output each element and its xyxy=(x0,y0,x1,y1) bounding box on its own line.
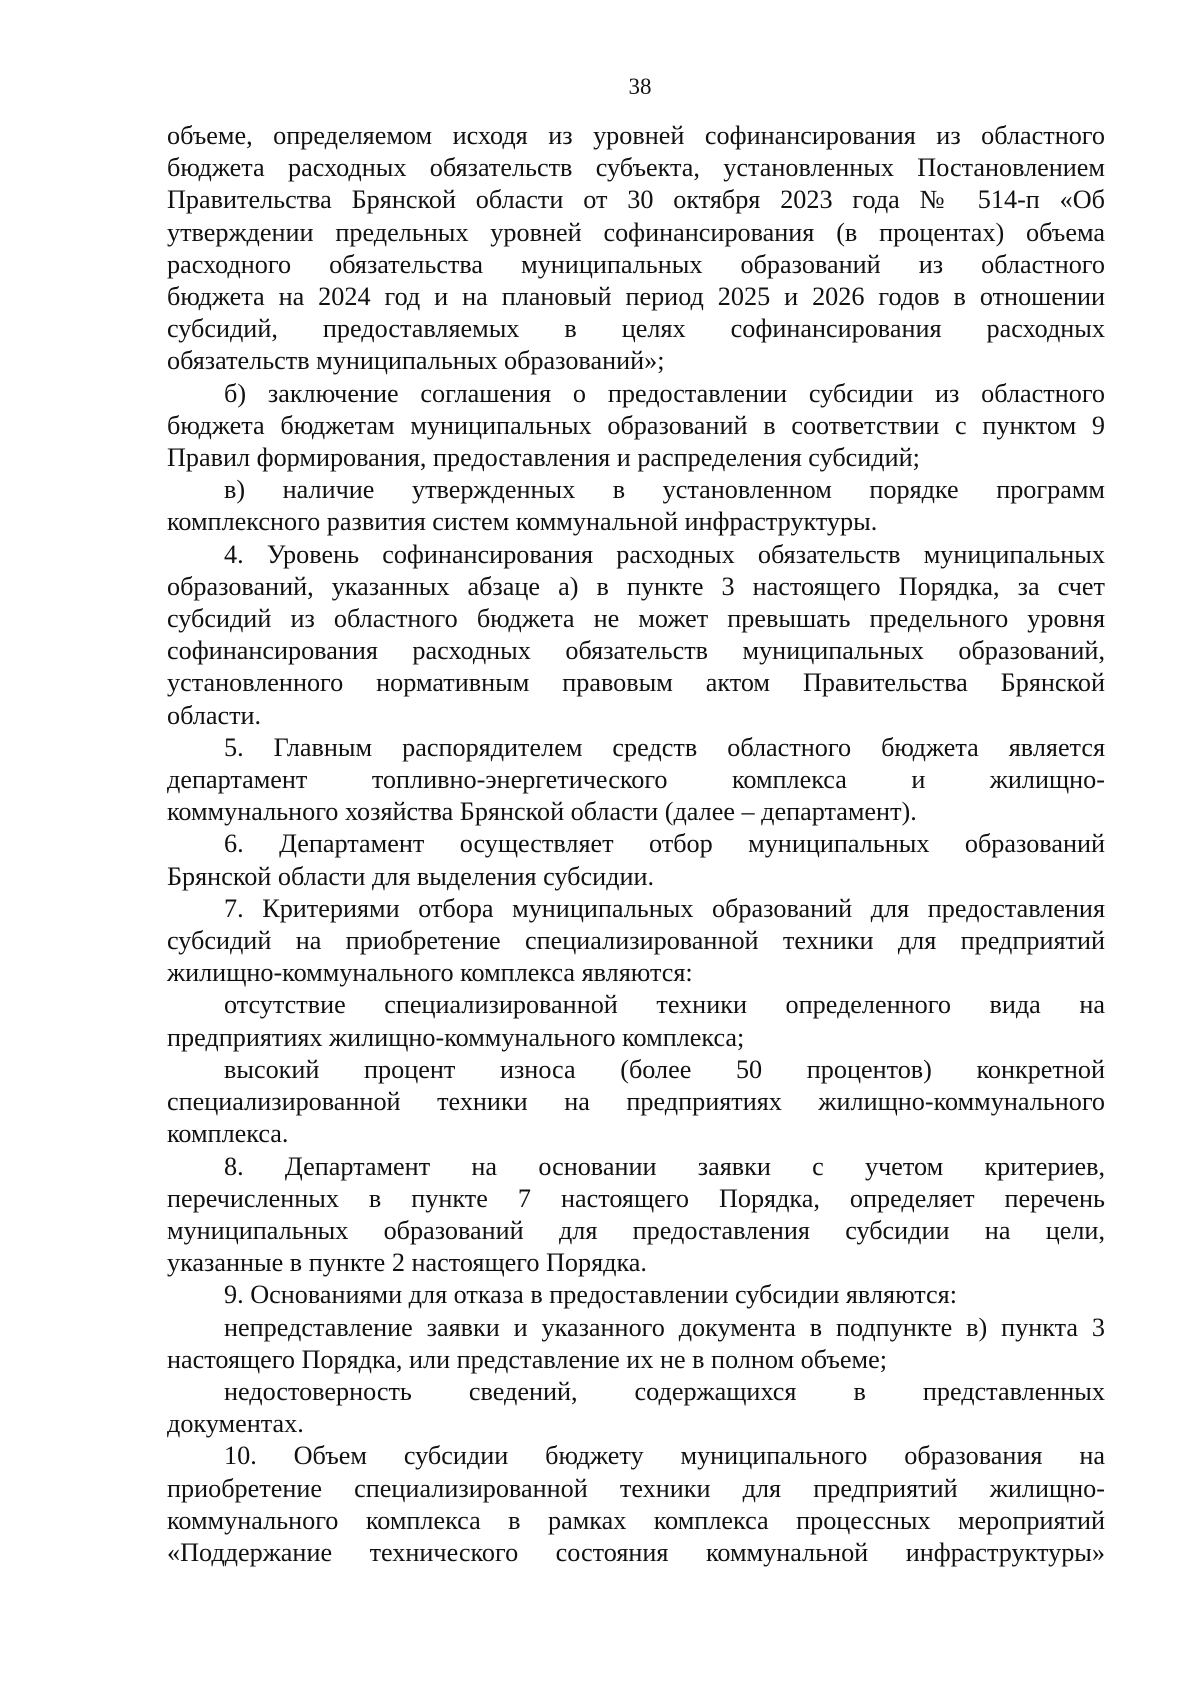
text-line: 9. Основаниями для отказа в предоставлении субсидии являются: xyxy=(224,1280,957,1310)
text-line: настоящего Порядка, или представление их не в полном объеме; xyxy=(167,1344,888,1374)
text-line: перечисленных в пункте 7 настоящего Порядка, определяет перечень xyxy=(167,1183,1105,1213)
text-line: объеме, определяемом исходя из уровней софинансирования из областного xyxy=(167,121,1105,150)
text-line: «Поддержание технического состояния коммунальной инфраструктуры» xyxy=(167,1537,1105,1567)
text-line: недостоверность сведений, содержащихся в представленных xyxy=(224,1376,1105,1406)
text-line: предприятиях жилищно-коммунального комплекса; xyxy=(167,1022,745,1052)
text-line: 10. Объем субсидии бюджету муниципального образования на xyxy=(224,1441,1105,1471)
text-line: Брянской области для выделения субсидии. xyxy=(167,861,655,891)
text-line: коммунального комплекса в рамках комплекса процессных мероприятий xyxy=(167,1505,1105,1535)
text-line: б) заключение соглашения о предоставлении субсидии из областного xyxy=(224,378,1105,408)
text-line: высокий процент износа (более 50 процентов) конкретной xyxy=(224,1054,1105,1084)
text-line: субсидий из областного бюджета не может превышать предельного уровня xyxy=(167,604,1105,634)
text-line: 4. Уровень софинансирования расходных обязательств муниципальных xyxy=(224,539,1105,569)
text-line: образований, указанных абзаце а) в пункте 3 настоящего Порядка, за счет xyxy=(167,571,1105,601)
text-line: документах. xyxy=(167,1409,304,1439)
text-line: 6. Департамент осуществляет отбор муниципальных образований xyxy=(224,829,1105,859)
text-line: бюджета расходных обязательств субъекта, установленных Постановлением xyxy=(167,153,1105,183)
text-line: бюджета на 2024 год и на плановый период 2025 и 2026 годов в отношении xyxy=(167,282,1105,312)
text-line: расходного обязательства муниципальных образований из областного xyxy=(167,249,1105,279)
document-body xyxy=(167,120,1105,1569)
text-line: приобретение специализированной техники для предприятий жилищно- xyxy=(167,1473,1105,1503)
text-line: отсутствие специализированной техники определенного вида на xyxy=(224,990,1105,1020)
text-line: комплексного развития систем коммунальной инфраструктуры. xyxy=(167,507,878,537)
text-line: 8. Департамент на основании заявки с учетом критериев, xyxy=(224,1151,1105,1181)
text-line: муниципальных образований для предоставления субсидии на цели, xyxy=(167,1215,1105,1245)
text-line: специализированной техники на предприятиях жилищно-коммунального xyxy=(167,1087,1105,1117)
text-line: бюджета бюджетам муниципальных образований в соответствии с пунктом 9 xyxy=(167,410,1105,440)
text-line: 7. Критериями отбора муниципальных образований для предоставления xyxy=(224,893,1105,923)
text-line: Правил формирования, предоставления и распределения субсидий; xyxy=(167,443,920,473)
text-line: коммунального хозяйства Брянской области (далее – департамент). xyxy=(167,797,917,827)
text-line: установленного нормативным правовым актом Правительства Брянской xyxy=(167,668,1105,698)
text-line: в) наличие утвержденных в установленном порядке программ xyxy=(224,475,1105,505)
page-number: 38 xyxy=(628,74,652,99)
text-line: субсидий, предоставляемых в целях софинансирования расходных xyxy=(167,314,1105,344)
text-line: софинансирования расходных обязательств муниципальных образований, xyxy=(167,636,1105,666)
text-line: обязательств муниципальных образований»; xyxy=(167,346,665,376)
text-line: комплекса. xyxy=(167,1119,289,1149)
text-line: области. xyxy=(167,700,262,730)
text-line: указанные в пункте 2 настоящего Порядка. xyxy=(167,1248,647,1278)
text-line: 5. Главным распорядителем средств областного бюджета является xyxy=(224,732,1105,762)
text-line: утверждении предельных уровней софинансирования (в процентах) объема xyxy=(167,217,1105,247)
text-line: субсидий на приобретение специализированной техники для предприятий xyxy=(167,926,1105,956)
text-line: жилищно-коммунального комплекса являются: xyxy=(167,958,693,988)
text-line: непредставление заявки и указанного документа в подпункте в) пункта 3 xyxy=(224,1312,1105,1342)
text-line: департамент топливно-энергетического комплекса и жилищно- xyxy=(167,765,1105,795)
text-line: Правительства Брянской области от 30 октября 2023 года № 514-п «Об xyxy=(167,185,1105,215)
